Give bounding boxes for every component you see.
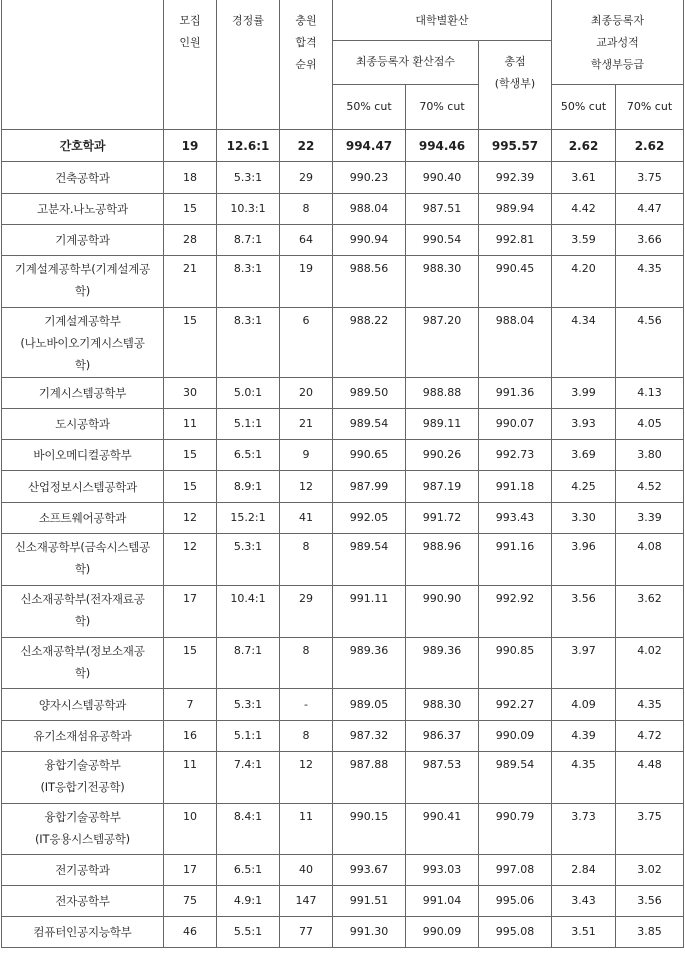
header-grade-cut70: 70% cut bbox=[616, 85, 684, 130]
cell-grade-cut50: 3.59 bbox=[552, 225, 616, 256]
header-grade-line3: 학생부등급 bbox=[590, 58, 645, 71]
cell-department bbox=[2, 162, 164, 194]
department-line: 간호학과 bbox=[59, 138, 106, 153]
cell-department bbox=[2, 855, 164, 886]
cell-grade-cut70: 2.62 bbox=[616, 130, 684, 162]
cell-grade-cut50: 4.42 bbox=[552, 194, 616, 225]
cell-recruit: 17 bbox=[164, 586, 217, 638]
department-line: (IT응합기전공학) bbox=[40, 780, 125, 794]
cell-grade-cut50: 4.20 bbox=[552, 256, 616, 308]
cell-score-cut70: 987.53 bbox=[406, 752, 479, 804]
cell-grade-cut70: 4.08 bbox=[616, 534, 684, 586]
table-row bbox=[2, 440, 684, 471]
cell-competition: 5.0:1 bbox=[217, 378, 280, 409]
table-row bbox=[2, 804, 684, 855]
department-line: 학) bbox=[74, 284, 91, 298]
table-row bbox=[2, 752, 684, 804]
department-line: 전기공학과 bbox=[55, 863, 110, 877]
header-waitlist-rank bbox=[280, 0, 333, 130]
cell-recruit: 15 bbox=[164, 471, 217, 503]
header-final-score bbox=[333, 41, 479, 85]
cell-competition: 12.6:1 bbox=[217, 130, 280, 162]
table-row bbox=[2, 721, 684, 752]
department-line: 기계공학과 bbox=[55, 233, 110, 247]
cell-score-cut50: 989.05 bbox=[333, 689, 406, 721]
cell-department bbox=[2, 534, 164, 586]
cell-grade-cut70: 4.35 bbox=[616, 689, 684, 721]
cell-grade-cut50: 4.25 bbox=[552, 471, 616, 503]
cell-recruit: 15 bbox=[164, 308, 217, 378]
cell-grade-cut70: 3.39 bbox=[616, 503, 684, 534]
cell-department bbox=[2, 689, 164, 721]
cell-competition: 6.5:1 bbox=[217, 855, 280, 886]
cell-score-cut50: 987.88 bbox=[333, 752, 406, 804]
cell-score-cut50: 988.56 bbox=[333, 256, 406, 308]
cell-recruit: 21 bbox=[164, 256, 217, 308]
cell-score-cut50: 988.22 bbox=[333, 308, 406, 378]
cell-department bbox=[2, 752, 164, 804]
cell-waitlist-rank: 11 bbox=[280, 804, 333, 855]
cell-grade-cut50: 4.09 bbox=[552, 689, 616, 721]
cell-department bbox=[2, 721, 164, 752]
cell-total: 991.18 bbox=[479, 471, 552, 503]
cell-score-cut70: 990.54 bbox=[406, 225, 479, 256]
cell-recruit: 30 bbox=[164, 378, 217, 409]
cell-total: 990.79 bbox=[479, 804, 552, 855]
table-row bbox=[2, 471, 684, 503]
cell-competition: 10.3:1 bbox=[217, 194, 280, 225]
table-row bbox=[2, 689, 684, 721]
cell-total: 989.54 bbox=[479, 752, 552, 804]
department-line: 신소재공학부(전자재료공 bbox=[20, 592, 145, 606]
cell-competition: 5.3:1 bbox=[217, 534, 280, 586]
department-line: (IT응용시스템공학) bbox=[35, 832, 130, 846]
header-waitlist-line3: 순위 bbox=[295, 58, 317, 71]
cell-grade-cut70: 4.35 bbox=[616, 256, 684, 308]
department-line: 신소재공학부(금속시스템공 bbox=[14, 540, 151, 554]
department-line: 건축공학과 bbox=[55, 170, 110, 185]
cell-score-cut70: 988.88 bbox=[406, 378, 479, 409]
cell-recruit: 75 bbox=[164, 886, 217, 917]
department-line: 바이오메디컬공학부 bbox=[33, 448, 132, 462]
table-row bbox=[2, 308, 684, 378]
cell-waitlist-rank: 19 bbox=[280, 256, 333, 308]
cell-score-cut70: 990.41 bbox=[406, 804, 479, 855]
table-row bbox=[2, 917, 684, 948]
cell-recruit: 11 bbox=[164, 409, 217, 440]
cell-grade-cut50: 3.43 bbox=[552, 886, 616, 917]
cell-grade-cut50: 2.62 bbox=[552, 130, 616, 162]
cell-department bbox=[2, 804, 164, 855]
cell-recruit: 18 bbox=[164, 162, 217, 194]
cell-score-cut70: 990.90 bbox=[406, 586, 479, 638]
cell-recruit: 16 bbox=[164, 721, 217, 752]
cell-waitlist-rank: - bbox=[280, 689, 333, 721]
cell-grade-cut50: 3.96 bbox=[552, 534, 616, 586]
department-line: 융합기술공학부 bbox=[44, 758, 121, 772]
cell-waitlist-rank: 77 bbox=[280, 917, 333, 948]
cell-department bbox=[2, 917, 164, 948]
cell-total: 991.16 bbox=[479, 534, 552, 586]
department-line: 산업정보시스템공학과 bbox=[27, 479, 138, 494]
table-row bbox=[2, 378, 684, 409]
table-body bbox=[2, 130, 684, 948]
header-department bbox=[2, 0, 164, 130]
cell-grade-cut70: 4.56 bbox=[616, 308, 684, 378]
cell-recruit: 15 bbox=[164, 638, 217, 689]
cell-total: 992.39 bbox=[479, 162, 552, 194]
cell-grade-cut50: 4.39 bbox=[552, 721, 616, 752]
department-line: 컴퓨터인공지능학부 bbox=[33, 925, 132, 939]
cell-waitlist-rank: 20 bbox=[280, 378, 333, 409]
cell-waitlist-rank: 29 bbox=[280, 162, 333, 194]
cell-grade-cut50: 3.93 bbox=[552, 409, 616, 440]
cell-department bbox=[2, 225, 164, 256]
table-row bbox=[2, 586, 684, 638]
cell-score-cut70: 987.51 bbox=[406, 194, 479, 225]
department-line: 기계설계공학부(기계설계공 bbox=[14, 262, 151, 276]
header-waitlist-line1: 충원 bbox=[295, 14, 317, 27]
cell-total: 992.73 bbox=[479, 440, 552, 471]
cell-department bbox=[2, 308, 164, 378]
cell-score-cut70: 988.96 bbox=[406, 534, 479, 586]
cell-score-cut70: 986.37 bbox=[406, 721, 479, 752]
cell-score-cut50: 989.36 bbox=[333, 638, 406, 689]
table-row bbox=[2, 638, 684, 689]
header-univ-group-label: 대학별환산 bbox=[415, 14, 469, 27]
header-recruit bbox=[164, 0, 217, 130]
cell-grade-cut50: 3.51 bbox=[552, 917, 616, 948]
cell-competition: 6.5:1 bbox=[217, 440, 280, 471]
cell-waitlist-rank: 40 bbox=[280, 855, 333, 886]
cell-department bbox=[2, 471, 164, 503]
department-line: 양자시스템공학과 bbox=[38, 697, 127, 712]
cell-grade-cut50: 4.35 bbox=[552, 752, 616, 804]
cell-total: 990.09 bbox=[479, 721, 552, 752]
cell-competition: 15.2:1 bbox=[217, 503, 280, 534]
admissions-table bbox=[1, 0, 684, 948]
department-line: (나노바이오기계시스템공 bbox=[20, 336, 145, 350]
cell-competition: 5.3:1 bbox=[217, 689, 280, 721]
cell-score-cut50: 991.30 bbox=[333, 917, 406, 948]
cell-competition: 7.4:1 bbox=[217, 752, 280, 804]
cell-total: 990.07 bbox=[479, 409, 552, 440]
cell-waitlist-rank: 12 bbox=[280, 471, 333, 503]
cell-competition: 5.1:1 bbox=[217, 409, 280, 440]
table-row bbox=[2, 225, 684, 256]
cell-recruit: 46 bbox=[164, 917, 217, 948]
department-line: 학) bbox=[74, 562, 91, 576]
cell-department bbox=[2, 130, 164, 162]
cell-grade-cut70: 4.48 bbox=[616, 752, 684, 804]
cell-competition: 8.3:1 bbox=[217, 308, 280, 378]
cell-competition: 8.3:1 bbox=[217, 256, 280, 308]
cell-waitlist-rank: 64 bbox=[280, 225, 333, 256]
table-row bbox=[2, 194, 684, 225]
cell-department bbox=[2, 638, 164, 689]
cell-grade-cut70: 3.75 bbox=[616, 162, 684, 194]
cell-recruit: 28 bbox=[164, 225, 217, 256]
header-total-line1: 총점 bbox=[504, 55, 526, 68]
cell-score-cut70: 988.30 bbox=[406, 256, 479, 308]
cell-score-cut50: 990.15 bbox=[333, 804, 406, 855]
cell-competition: 8.7:1 bbox=[217, 638, 280, 689]
table-row bbox=[2, 409, 684, 440]
department-line: 전자공학부 bbox=[55, 894, 110, 908]
cell-recruit: 7 bbox=[164, 689, 217, 721]
cell-department bbox=[2, 256, 164, 308]
cell-recruit: 11 bbox=[164, 752, 217, 804]
cell-score-cut50: 990.65 bbox=[333, 440, 406, 471]
cell-grade-cut50: 2.84 bbox=[552, 855, 616, 886]
cell-competition: 4.9:1 bbox=[217, 886, 280, 917]
cell-score-cut50: 987.32 bbox=[333, 721, 406, 752]
cell-total: 995.57 bbox=[479, 130, 552, 162]
cell-grade-cut70: 3.80 bbox=[616, 440, 684, 471]
cell-recruit: 19 bbox=[164, 130, 217, 162]
cell-score-cut70: 990.26 bbox=[406, 440, 479, 471]
department-line: 기계시스템공학부 bbox=[38, 386, 127, 400]
header-univ-group bbox=[333, 0, 552, 41]
cell-score-cut50: 991.11 bbox=[333, 586, 406, 638]
cell-score-cut50: 990.23 bbox=[333, 162, 406, 194]
cell-recruit: 15 bbox=[164, 440, 217, 471]
header-grade-group bbox=[552, 0, 684, 85]
cell-score-cut50: 991.51 bbox=[333, 886, 406, 917]
header-grade-line1: 최종등록자 bbox=[590, 14, 645, 27]
cell-score-cut50: 987.99 bbox=[333, 471, 406, 503]
header-grade-line2: 교과성적 bbox=[596, 36, 639, 49]
cell-score-cut70: 990.09 bbox=[406, 917, 479, 948]
cell-department bbox=[2, 194, 164, 225]
cell-waitlist-rank: 8 bbox=[280, 194, 333, 225]
cell-score-cut70: 989.11 bbox=[406, 409, 479, 440]
cell-department bbox=[2, 378, 164, 409]
cell-waitlist-rank: 8 bbox=[280, 638, 333, 689]
header-competition bbox=[217, 0, 280, 130]
cell-score-cut50: 994.47 bbox=[333, 130, 406, 162]
cell-competition: 5.3:1 bbox=[217, 162, 280, 194]
cell-competition: 8.7:1 bbox=[217, 225, 280, 256]
table-row bbox=[2, 256, 684, 308]
header-total-line2: (학생부) bbox=[494, 77, 536, 90]
header-score-cut70: 70% cut bbox=[406, 85, 479, 130]
cell-total: 992.27 bbox=[479, 689, 552, 721]
cell-recruit: 10 bbox=[164, 804, 217, 855]
cell-score-cut50: 992.05 bbox=[333, 503, 406, 534]
department-line: 도시공학과 bbox=[55, 417, 110, 431]
cell-waitlist-rank: 41 bbox=[280, 503, 333, 534]
cell-grade-cut50: 3.30 bbox=[552, 503, 616, 534]
cell-score-cut70: 994.46 bbox=[406, 130, 479, 162]
cell-score-cut70: 991.72 bbox=[406, 503, 479, 534]
cell-score-cut50: 989.54 bbox=[333, 534, 406, 586]
cell-score-cut70: 987.20 bbox=[406, 308, 479, 378]
cell-total: 992.81 bbox=[479, 225, 552, 256]
department-line: 소프트웨어공학과 bbox=[38, 511, 127, 525]
cell-competition: 8.9:1 bbox=[217, 471, 280, 503]
header-score-cut50: 50% cut bbox=[333, 85, 406, 130]
cell-score-cut50: 993.67 bbox=[333, 855, 406, 886]
cell-waitlist-rank: 6 bbox=[280, 308, 333, 378]
cell-waitlist-rank: 12 bbox=[280, 752, 333, 804]
cell-recruit: 17 bbox=[164, 855, 217, 886]
cell-recruit: 12 bbox=[164, 534, 217, 586]
cell-recruit: 12 bbox=[164, 503, 217, 534]
cell-grade-cut70: 4.13 bbox=[616, 378, 684, 409]
cell-grade-cut50: 3.73 bbox=[552, 804, 616, 855]
header-waitlist-line2: 합격 bbox=[295, 36, 317, 49]
cell-grade-cut70: 3.62 bbox=[616, 586, 684, 638]
cell-waitlist-rank: 21 bbox=[280, 409, 333, 440]
cell-competition: 10.4:1 bbox=[217, 586, 280, 638]
table-row bbox=[2, 162, 684, 194]
department-line: 융합기술공학부 bbox=[44, 810, 121, 824]
cell-competition: 5.5:1 bbox=[217, 917, 280, 948]
cell-grade-cut70: 3.75 bbox=[616, 804, 684, 855]
header-competition-label: 경정률 bbox=[232, 14, 264, 27]
cell-score-cut70: 988.30 bbox=[406, 689, 479, 721]
cell-total: 995.08 bbox=[479, 917, 552, 948]
cell-score-cut70: 993.03 bbox=[406, 855, 479, 886]
cell-grade-cut50: 3.97 bbox=[552, 638, 616, 689]
cell-score-cut70: 990.40 bbox=[406, 162, 479, 194]
table-row bbox=[2, 534, 684, 586]
cell-competition: 8.4:1 bbox=[217, 804, 280, 855]
table-row bbox=[2, 855, 684, 886]
cell-grade-cut50: 3.61 bbox=[552, 162, 616, 194]
table-row bbox=[2, 130, 684, 162]
cell-grade-cut70: 3.85 bbox=[616, 917, 684, 948]
cell-grade-cut70: 4.52 bbox=[616, 471, 684, 503]
cell-competition: 5.1:1 bbox=[217, 721, 280, 752]
cell-department bbox=[2, 440, 164, 471]
cell-waitlist-rank: 147 bbox=[280, 886, 333, 917]
table-row bbox=[2, 886, 684, 917]
department-line: 학) bbox=[74, 666, 91, 680]
department-line: 학) bbox=[74, 614, 91, 628]
cell-score-cut50: 989.54 bbox=[333, 409, 406, 440]
cell-department bbox=[2, 503, 164, 534]
cell-grade-cut70: 4.47 bbox=[616, 194, 684, 225]
cell-grade-cut50: 3.56 bbox=[552, 586, 616, 638]
cell-grade-cut50: 3.69 bbox=[552, 440, 616, 471]
cell-department bbox=[2, 886, 164, 917]
table-header bbox=[2, 0, 684, 130]
cell-score-cut70: 989.36 bbox=[406, 638, 479, 689]
cell-grade-cut70: 3.56 bbox=[616, 886, 684, 917]
cell-department bbox=[2, 586, 164, 638]
cell-grade-cut70: 3.02 bbox=[616, 855, 684, 886]
cell-grade-cut50: 4.34 bbox=[552, 308, 616, 378]
cell-grade-cut70: 4.02 bbox=[616, 638, 684, 689]
cell-total: 992.92 bbox=[479, 586, 552, 638]
header-total bbox=[479, 41, 552, 130]
cell-grade-cut70: 4.72 bbox=[616, 721, 684, 752]
cell-total: 988.04 bbox=[479, 308, 552, 378]
department-line: 유기소재섬유공학과 bbox=[33, 729, 132, 743]
cell-score-cut70: 991.04 bbox=[406, 886, 479, 917]
cell-recruit: 15 bbox=[164, 194, 217, 225]
header-final-score-label: 최종등록자 환산점수 bbox=[355, 55, 456, 68]
cell-department bbox=[2, 409, 164, 440]
cell-score-cut50: 989.50 bbox=[333, 378, 406, 409]
department-line: 학) bbox=[74, 358, 91, 372]
cell-grade-cut50: 3.99 bbox=[552, 378, 616, 409]
header-grade-cut50: 50% cut bbox=[552, 85, 616, 130]
cell-total: 989.94 bbox=[479, 194, 552, 225]
cell-score-cut70: 987.19 bbox=[406, 471, 479, 503]
header-recruit-line2: 인원 bbox=[179, 36, 201, 49]
department-line: 신소재공학부(정보소재공 bbox=[20, 644, 145, 658]
cell-total: 997.08 bbox=[479, 855, 552, 886]
cell-waitlist-rank: 9 bbox=[280, 440, 333, 471]
cell-waitlist-rank: 29 bbox=[280, 586, 333, 638]
department-line: 고분자.나노공학과 bbox=[37, 202, 128, 216]
cell-total: 990.85 bbox=[479, 638, 552, 689]
cell-total: 991.36 bbox=[479, 378, 552, 409]
header-recruit-line1: 모집 bbox=[179, 14, 201, 27]
cell-waitlist-rank: 8 bbox=[280, 721, 333, 752]
cell-waitlist-rank: 22 bbox=[280, 130, 333, 162]
cell-grade-cut70: 4.05 bbox=[616, 409, 684, 440]
cell-score-cut50: 990.94 bbox=[333, 225, 406, 256]
cell-waitlist-rank: 8 bbox=[280, 534, 333, 586]
cell-total: 995.06 bbox=[479, 886, 552, 917]
cell-grade-cut70: 3.66 bbox=[616, 225, 684, 256]
cell-total: 990.45 bbox=[479, 256, 552, 308]
cell-score-cut50: 988.04 bbox=[333, 194, 406, 225]
department-line: 기계설계공학부 bbox=[44, 314, 121, 328]
cell-total: 993.43 bbox=[479, 503, 552, 534]
table-row bbox=[2, 503, 684, 534]
